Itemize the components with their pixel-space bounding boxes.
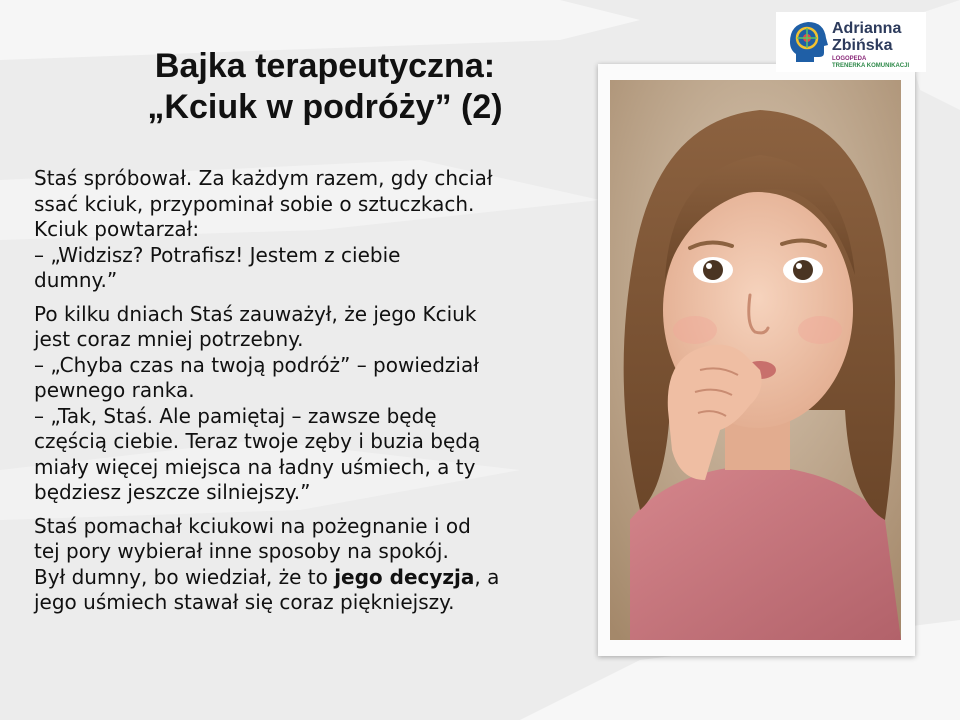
story-line: Po kilku dniach Staś zauważył, że jego Kciuk (34, 301, 477, 326)
story-line: dumny.” (34, 268, 118, 292)
logo-role-communication-trainer: TRENERKA KOMUNIKACJI (832, 63, 910, 69)
story-line: jego uśmiech stawał się coraz piękniejszy. (34, 590, 455, 614)
slide-title (40, 46, 610, 128)
head-profile-icon (784, 18, 830, 64)
child-thumb-sucking-illustration (610, 80, 901, 640)
logo-first-name: Adrianna (832, 20, 902, 37)
title-line-1: Bajka terapeutyczna: (154, 47, 496, 85)
photo-frame (598, 64, 915, 656)
story-line: Kciuk powtarzał: (34, 217, 200, 241)
brand-logo (776, 12, 926, 72)
story-line: – „Tak, Staś. Ale pamiętaj – zawsze będę (34, 403, 437, 428)
story-line: ssać kciuk, przypominał sobie o sztuczkach. (34, 191, 475, 216)
child-photo (610, 80, 901, 640)
title-line-2: „Kciuk w podróży” (2) (147, 88, 503, 126)
story-text (34, 166, 594, 624)
story-paragraph-2 (34, 302, 594, 506)
logo-last-name: Zbińska (832, 37, 893, 54)
story-text-segment: , a (474, 564, 500, 589)
logo-role-speech-therapist: LOGOPEDA (832, 56, 867, 62)
story-line: miały więcej miejsca na ładny uśmiech, a ty (34, 454, 476, 479)
emphasis-decision: jego decyzja (334, 564, 475, 589)
story-paragraph-1 (34, 166, 594, 294)
story-line: częścią ciebie. Teraz twoje zęby i buzia będą (34, 429, 481, 453)
story-line: Staś spróbował. Za każdym razem, gdy chciał (34, 166, 493, 190)
story-line: będziesz jeszcze silniejszy.” (34, 480, 311, 504)
story-text-segment: Był dumny, bo wiedział, że to (34, 564, 335, 589)
story-line: tej pory wybierał inne sposoby na spokój. (34, 539, 449, 563)
story-paragraph-3 (34, 514, 594, 616)
story-line: – „Chyba czas na twoją podróż” – powiedział (34, 352, 479, 377)
story-line: – „Widzisz? Potrafisz! Jestem z ciebie (34, 242, 401, 267)
story-line-with-emphasis (34, 565, 594, 591)
story-line: jest coraz mniej potrzebny. (34, 327, 304, 351)
story-line: pewnego ranka. (34, 378, 195, 402)
story-line: Staś pomachał kciukowi na pożegnanie i od (34, 513, 471, 538)
